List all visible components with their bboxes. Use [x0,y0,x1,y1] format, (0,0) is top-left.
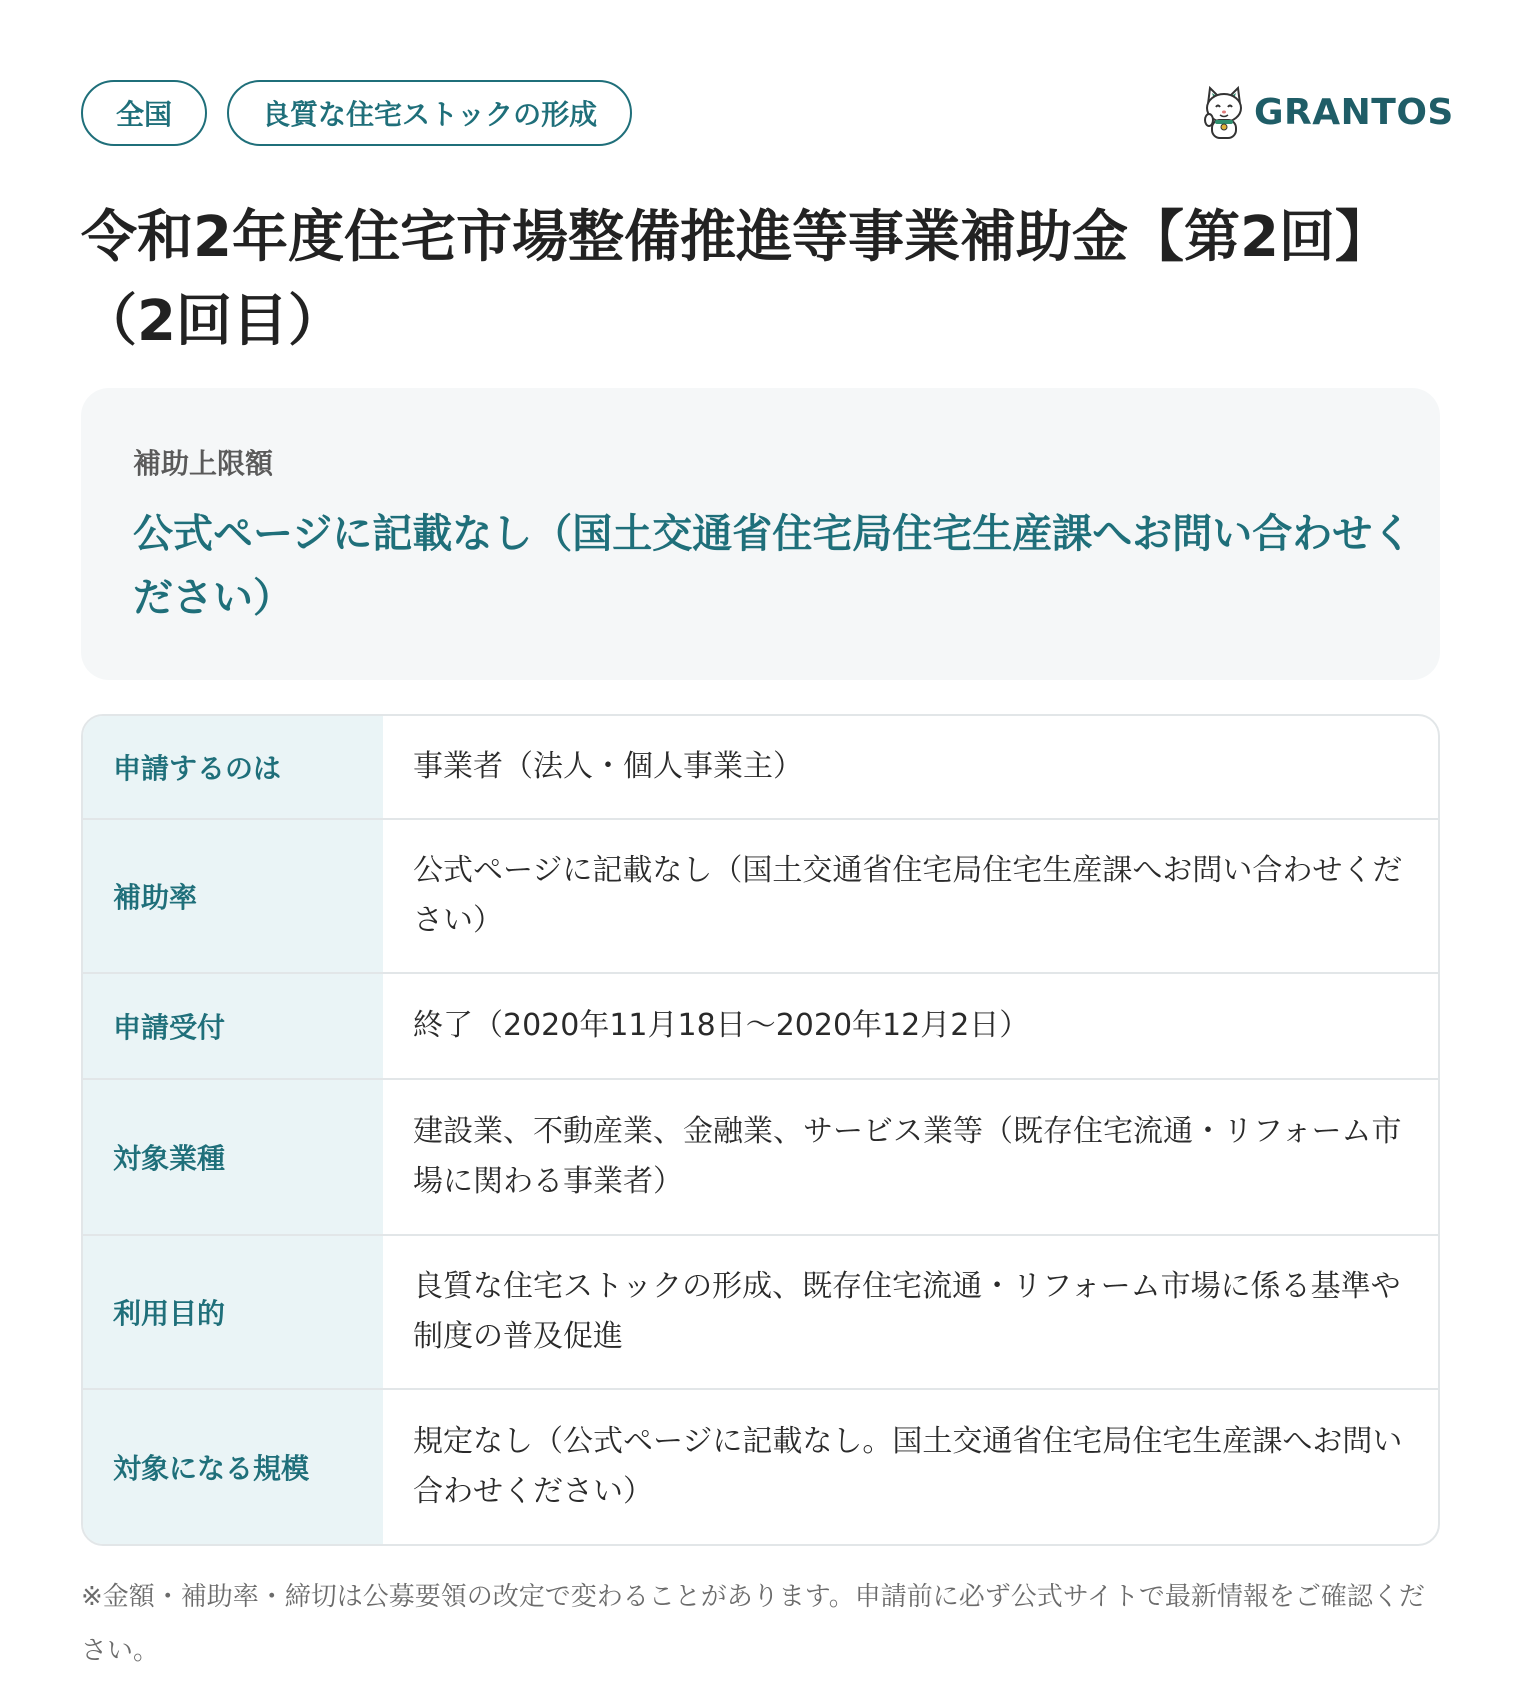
tag-purpose[interactable]: 良質な住宅ストックの形成 [227,80,632,146]
subsidy-limit-label: 補助上限額 [133,447,274,480]
table-row [83,1388,1438,1544]
subsidy-limit-panel [81,388,1440,680]
row-label: 申請するのは [83,716,383,818]
row-value: 終了（2020年11月18日〜2020年12月2日） [413,1008,1030,1043]
row-label: 対象になる規模 [83,1390,383,1544]
row-label: 利用目的 [83,1236,383,1388]
disclaimer-note: ※金額・補助率・締切は公募要領の改定で変わることがあります。申請前に必ず公式サイトで最新情報をご確認ください。 [81,1582,1425,1666]
row-value: 良質な住宅ストックの形成、既存住宅流通・リフォーム市場に係る基準や制度の普及促進 [413,1269,1401,1354]
row-value: 建設業、不動産業、金融業、サービス業等（既存住宅流通・リフォーム市場に関わる事業者） [413,1114,1402,1199]
table-row [83,716,1438,818]
page-title: 令和2年度住宅市場整備推進等事業補助金【第2回】（2回目） [81,205,1391,354]
info-table [81,714,1440,1546]
brand-name: GRANTOS [1254,91,1454,133]
row-label: 補助率 [83,820,383,972]
tag-list [81,80,632,146]
row-label: 申請受付 [83,974,383,1078]
tag-region[interactable]: 全国 [81,80,207,146]
row-value: 公式ページに記載なし（国土交通省住宅局住宅生産課へお問い合わせください） [413,853,1403,938]
table-row [83,1078,1438,1234]
table-row [83,972,1438,1078]
row-value: 事業者（法人・個人事業主） [413,749,803,784]
brand-logo[interactable] [1200,82,1454,142]
row-label: 対象業種 [83,1080,383,1234]
maneki-neko-cat-icon [1200,82,1248,142]
table-row [83,1234,1438,1388]
row-value: 規定なし（公式ページに記載なし。国土交通省住宅局住宅生産課へお問い合わせください） [413,1424,1403,1509]
table-row [83,818,1438,972]
subsidy-limit-value: 公式ページに記載なし（国土交通省住宅局住宅生産課へお問い合わせください） [133,511,1413,621]
